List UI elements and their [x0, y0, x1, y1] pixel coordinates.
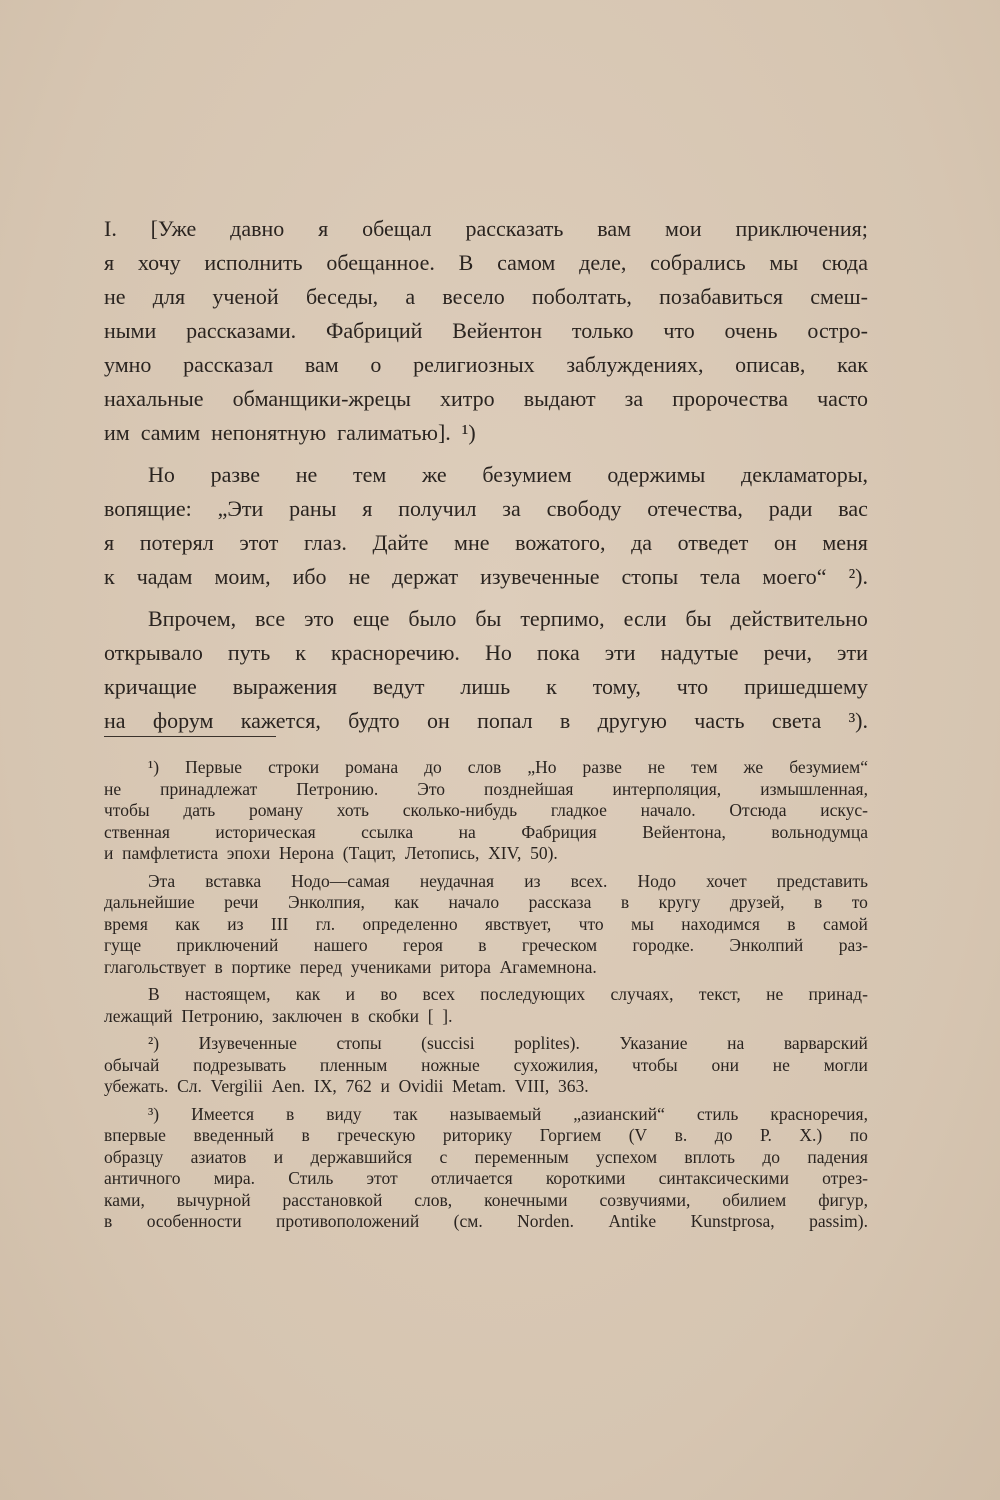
footnote-line: время как из III гл. определенно явствует, что мы находимся в самой	[104, 913, 868, 934]
text-line: не для ученой беседы, а весело поболтать, позабавиться смеш-	[104, 284, 868, 309]
text-line: I. [Уже давно я обещал рассказать вам мои приключения;	[104, 216, 868, 241]
footnote-line: античного мира. Стиль этот отличается короткими синтаксическими отрез-	[104, 1168, 868, 1188]
footnote-line: лежащий Петронию, заключен в скобки [ ].	[104, 1005, 453, 1026]
footnote-line: и памфлетиста эпохи Нерона (Тацит, Летопись, XIV, 50).	[104, 843, 558, 863]
text-line: ными рассказами. Фабриций Вейентон только что очень остро-	[104, 318, 868, 343]
text-line: я хочу исполнить обещанное. В самом деле, собрались мы сюда	[104, 250, 868, 275]
text-line: на форум кажется, будто он попал в другую часть света ³).	[104, 708, 868, 733]
text-line: я потерял этот глаз. Дайте мне вожатого, да отведет он меня	[104, 530, 868, 555]
text-line: Но разве не тем же безумием одержимы декламаторы,	[148, 462, 868, 487]
text-line: Впрочем, все это еще было бы терпимо, если бы действительно	[148, 606, 868, 631]
footnote-line: ¹) Первые строки романа до слов „Но разве не тем же безумием“	[148, 757, 868, 777]
footnote-line: ственная историческая ссылка на Фабриция Вейентона, вольнодумца	[104, 821, 868, 842]
text-line: вопящие: „Эти раны я получил за свободу отечества, ради вас	[104, 496, 868, 521]
text-line: нахальные обманщики-жрецы хитро выдают за пророчества часто	[104, 386, 868, 411]
footnote-line: не принадлежат Петронию. Это позднейшая интерполяция, измышленная,	[104, 778, 868, 799]
footnotes	[104, 757, 868, 1233]
footnote-line: ками, вычурной расстановкой слов, конечными созвучиями, обилием фигур,	[104, 1189, 868, 1210]
text-line: кричащие выражения ведут лишь к тому, что пришедшему	[104, 674, 868, 699]
text-line: к чадам моим, ибо не держат изувеченные стопы тела моего“ ²).	[104, 564, 868, 589]
text-line: умно рассказал вам о религиозных заблуждениях, описав, как	[104, 352, 868, 377]
footnote-line: гуще приключений нашего героя в греческом городке. Энколпий раз-	[104, 935, 868, 955]
footnote-line: впервые введенный в греческую риторику Горгием (V в. до Р. Х.) по	[104, 1125, 868, 1145]
footnote-line: чтобы дать роману хоть сколько-нибудь гладкое начало. Отсюда искус-	[104, 800, 868, 820]
footnote-line: образцу азиатов и державшийся с переменным успехом вплоть до падения	[104, 1146, 868, 1167]
footnote-line: обычай подрезывать пленным ножные сухожилия, чтобы они не могли	[104, 1054, 868, 1075]
footnote-line: в особенности противоположений (см. Norden. Antike Kunstprosa, passim).	[104, 1211, 868, 1231]
text-line: открывало путь к красноречию. Но пока эти надутые речи, эти	[104, 640, 868, 665]
footnote-line: ³) Имеется в виду так называемый „азианский“ стиль красноречия,	[148, 1103, 868, 1124]
main-text	[104, 212, 868, 738]
footnote-line: глагольствует в портике перед учениками ритора Агамемнона.	[104, 956, 597, 977]
footnote-divider	[104, 736, 276, 737]
footnote-line: дальнейшие речи Энколпия, как начало рассказа в кругу друзей, в то	[104, 892, 868, 912]
footnote-line: В настоящем, как и во всех последующих случаях, текст, не принад-	[148, 984, 868, 1004]
text-line: им самим непонятную галиматью]. ¹)	[104, 420, 476, 445]
footnote-line: Эта вставка Нодо—самая неудачная из всех. Нодо хочет представить	[148, 870, 868, 891]
footnote-line: ²) Изувеченные стопы (succisi poplites). Указание на варварский	[148, 1033, 868, 1053]
footnote-line: убежать. Сл. Vergilii Aen. IX, 762 и Ovidii Metam. VIII, 363.	[104, 1076, 589, 1096]
